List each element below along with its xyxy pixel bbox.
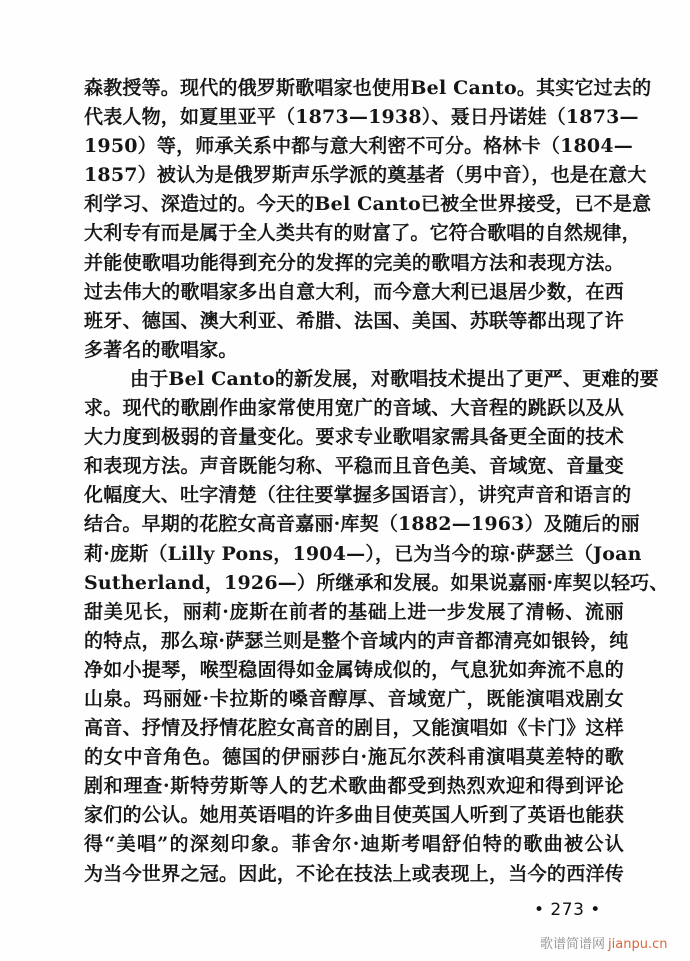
text-line: 求。现代的歌剧作曲家常使用宽广的音域、大音程的跳跃以及从 [84, 397, 624, 420]
text-line: 得“美唱”的深刻印象。菲舍尔·迪斯考唱舒伯特的歌曲被公认 [84, 833, 624, 856]
text-line: 结合。早期的花腔女高音嘉丽·库契（1882—1963）及随后的丽 [84, 513, 640, 536]
text-line: 甜美见长，丽莉·庞斯在前者的基础上进一步发展了清畅、流丽 [84, 600, 624, 623]
text-line: 森教授等。现代的俄罗斯歌唱家也使用Bel Canto。其实它过去的 [84, 77, 652, 99]
text-line: Sutherland，1926—）所继承和发展。如果说嘉丽·库契以轻巧、 [84, 571, 669, 594]
body-text [84, 74, 669, 889]
paragraph-2 [84, 365, 669, 889]
text-line: 1857）被认为是俄罗斯声乐学派的奠基者（男中音），也是在意大 [84, 164, 647, 187]
text-line: 大力度到极弱的音量变化。要求专业歌唱家需具备更全面的技术 [84, 426, 624, 449]
text-line: 1950）等，师承关系中都与意大利密不可分。格林卡（1804— [84, 135, 633, 158]
text-line: 多著名的歌唱家。 [84, 338, 238, 361]
text-line: 班牙、德国、澳大利亚、希腊、法国、美国、苏联等都出现了许 [84, 309, 624, 332]
paragraph-1 [84, 74, 652, 365]
text-line: 大利专有而是属于全人类共有的财富了。它符合歌唱的自然规律， [84, 222, 641, 245]
text-line: 的女中音角色。德国的伊丽莎白·施瓦尔茨科甫演唱莫差特的歌 [84, 746, 624, 769]
text-line: 高音、抒情及抒情花腔女高音的剧目，又能演唱如《卡门》这样 [84, 717, 624, 740]
text-line: 剧和理查·斯特劳斯等人的艺术歌曲都受到热烈欢迎和得到评论 [84, 775, 624, 798]
watermark-domain: jianpu.cn [608, 937, 668, 952]
text-line: 山泉。玛丽娅·卡拉斯的嗓音醇厚、音域宽广，既能演唱戏剧女 [84, 687, 624, 710]
text-line: 过去伟大的歌唱家多出自意大利，而今意大利已退居少数，在西 [84, 280, 624, 303]
text-line: 净如小提琴，喉型稳固得如金属铸成似的，气息犹如奔流不息的 [84, 658, 624, 681]
text-line: 由于Bel Canto的新发展，对歌唱技术提出了更严、更难的要 [130, 367, 659, 390]
text-line: 并能使歌唱功能得到充分的发挥的完美的歌唱方法和表现方法。 [84, 251, 624, 274]
text-line: 代表人物，如夏里亚平（1873—1938）、聂日丹诺娃（1873— [84, 106, 639, 129]
text-line: 利学习、深造过的。今天的Bel Canto已被全世界接受，已不是意 [84, 193, 652, 216]
text-line: 莉·庞斯（Lilly Pons，1904—），已为当今的琼·萨瑟兰（Joan [84, 542, 642, 565]
text-line: 和表现方法。声音既能匀称、平稳而且音色美、音域宽、音量变 [84, 455, 624, 478]
text-line: 的特点，那么琼·萨瑟兰则是整个音域内的声音都清亮如银铃，纯 [84, 629, 629, 652]
watermark-site-name: 歌谱简谱网 [540, 937, 606, 952]
page-number: • 273 • [534, 900, 601, 920]
text-line: 化幅度大、吐字清楚（往往要掌握多国语言），讲究声音和语言的 [84, 484, 632, 507]
text-line: 家们的公认。她用英语唱的许多曲目使英国人听到了英语也能获 [84, 804, 624, 827]
watermark [540, 933, 667, 952]
text-line: 为当今世界之冠。因此，不论在技法上或表现上，当今的西洋传 [84, 862, 624, 885]
